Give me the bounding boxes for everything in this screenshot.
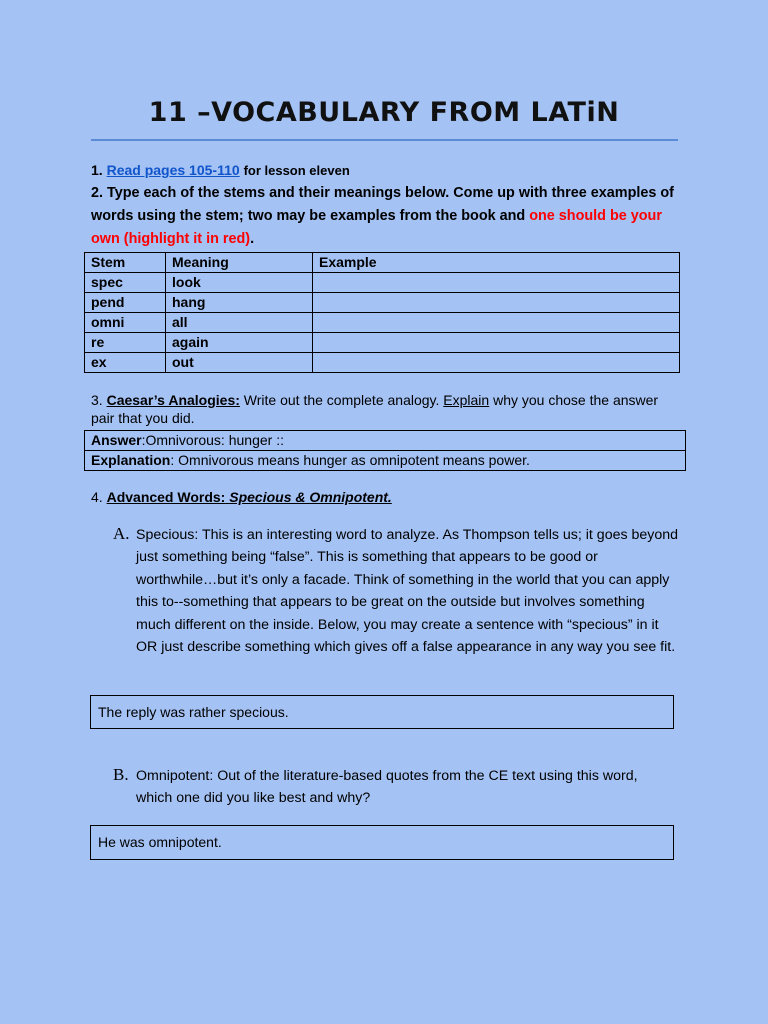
table-row <box>85 293 680 313</box>
meaning-cell: again <box>166 333 313 353</box>
answer-row <box>85 431 686 451</box>
advanced-words-list: Specious & Omnipotent. <box>229 489 392 505</box>
step-2 <box>91 182 681 250</box>
step-4-number: 4. <box>91 489 103 505</box>
example-cell[interactable] <box>313 273 680 293</box>
step-3-number: 3. <box>91 392 103 408</box>
advanced-words-label: Advanced Words: <box>106 489 226 505</box>
step-2-text: Type each of the stems and their meanings below. Come up with three examples of words using the stem; two may be examples from the book and <box>91 185 674 224</box>
page-title: 11 –VOCABULARY FROM LATiN <box>148 97 620 128</box>
answer-value: :Omnivorous: hunger :: <box>141 432 284 448</box>
item-a-text: Specious: This is an interesting word to analyze. As Thompson tells us; it goes beyond just something being “false”. This is something that appears to be good or worthwhile…but it’s only a facade. Think of something in the world that you can apply this to--something that appears to be great on the outside but involves something much different on the inside. Below, you may create a sentence with “specious” in it OR just describe something which gives off a false appearance in any way you see fit. <box>136 527 679 656</box>
table-header-row <box>85 253 680 273</box>
example-cell[interactable] <box>313 353 680 373</box>
header-meaning: Meaning <box>166 253 313 273</box>
explanation-row <box>85 451 686 471</box>
caesars-analogies-heading: Caesar’s Analogies: <box>106 392 240 408</box>
item-b-letter: B. <box>113 765 129 784</box>
step-2-period: . <box>250 230 255 247</box>
example-cell[interactable] <box>313 333 680 353</box>
item-b-text: Omnipotent: Out of the literature-based quotes from the CE text using this word, which one did you like best and why? <box>136 768 638 807</box>
table-row <box>85 353 680 373</box>
table-row <box>85 333 680 353</box>
item-a-letter: A. <box>113 524 130 543</box>
meaning-cell: out <box>166 353 313 373</box>
read-pages-link[interactable]: Read pages 105-110 <box>106 162 240 178</box>
stem-cell: re <box>85 333 166 353</box>
example-cell[interactable] <box>313 313 680 333</box>
step-1 <box>91 159 350 182</box>
explanation-cell[interactable] <box>85 451 686 471</box>
explanation-label: Explanation <box>91 452 171 468</box>
step-2-number: 2. <box>91 185 104 201</box>
step-4 <box>91 486 392 508</box>
step-3-text-cont: why you chose the answer pair that you did. <box>91 392 659 426</box>
table-row <box>85 313 680 333</box>
title-divider <box>91 139 678 141</box>
stem-cell: omni <box>85 313 166 333</box>
step-1-number: 1. <box>91 162 103 178</box>
step-2-red-text: one should be your own (highlight it in red) <box>91 207 662 247</box>
stem-cell: pend <box>85 293 166 313</box>
meaning-cell: look <box>166 273 313 293</box>
omnipotent-answer: He was omnipotent. <box>98 834 222 850</box>
omnipotent-answer-box[interactable] <box>90 825 674 860</box>
step-3-text: Write out the complete analogy. <box>243 392 440 408</box>
header-stem: Stem <box>85 253 166 273</box>
example-cell[interactable] <box>313 293 680 313</box>
advanced-words-heading <box>107 489 392 505</box>
specious-answer: The reply was rather specious. <box>98 704 289 720</box>
stem-cell: spec <box>85 273 166 293</box>
vocab-table <box>84 252 680 373</box>
explain-word: Explain <box>443 392 490 408</box>
meaning-cell: hang <box>166 293 313 313</box>
step-1-text: for lesson eleven <box>243 163 350 178</box>
answer-label: Answer <box>91 432 142 448</box>
answer-cell[interactable] <box>85 431 686 451</box>
table-row <box>85 273 680 293</box>
meaning-cell: all <box>166 313 313 333</box>
step-3 <box>91 391 681 427</box>
specious-answer-box[interactable] <box>90 695 674 729</box>
stem-cell: ex <box>85 353 166 373</box>
analogy-table <box>84 430 686 471</box>
explanation-value: : Omnivorous means hunger as omnipotent means power. <box>170 452 530 468</box>
header-example: Example <box>313 253 680 273</box>
